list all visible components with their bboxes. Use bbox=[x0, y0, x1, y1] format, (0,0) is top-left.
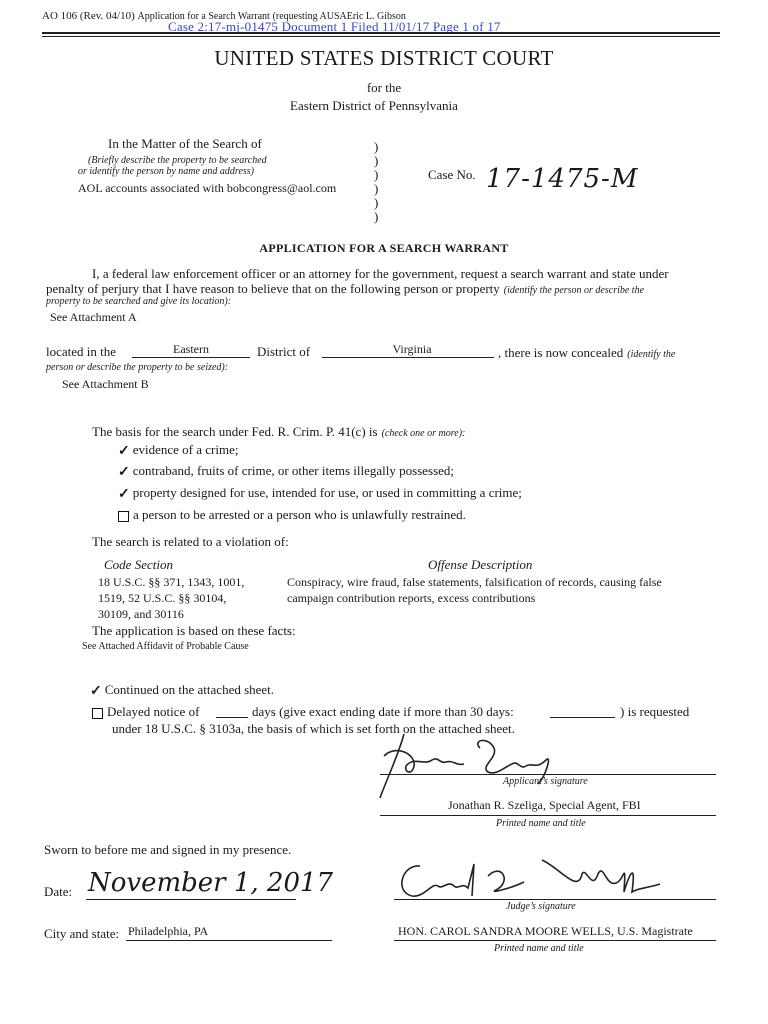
offense-description-value bbox=[287, 574, 662, 606]
checked-box-icon[interactable]: ✓ bbox=[90, 683, 102, 699]
requesting-label: (requesting AUSA bbox=[272, 11, 347, 22]
judge-signature-line bbox=[394, 899, 716, 900]
matter-instruction-1: (Briefly describe the property to be searched bbox=[88, 155, 267, 166]
offense-line: campaign contribution reports, excess contributions bbox=[287, 591, 536, 605]
matter-brackets: ) ) ) ) ) ) bbox=[374, 139, 379, 224]
basis-intro bbox=[92, 423, 465, 441]
case-label: Case No. bbox=[428, 167, 476, 182]
continued-option[interactable] bbox=[90, 682, 274, 700]
basis-intro-text: The basis for the search under Fed. R. Crim. P. 41(c) is bbox=[92, 424, 378, 439]
attachment-a: See Attachment A bbox=[50, 310, 137, 324]
basis-item-person[interactable] bbox=[118, 507, 466, 523]
facts-detail: See Attached Affidavit of Probable Cause bbox=[82, 641, 249, 652]
judge-printed-label: Printed name and title bbox=[494, 943, 584, 954]
district-1-value: Eastern bbox=[173, 342, 209, 356]
delayed-line-2: under 18 U.S.C. § 3103a, the basis of which is set forth on the attached sheet. bbox=[112, 721, 515, 736]
court-name: UNITED STATES DISTRICT COURT bbox=[214, 46, 554, 70]
concealed-text bbox=[498, 344, 675, 362]
case-number: 17-1475-M bbox=[486, 164, 639, 194]
district-2-value: Virginia bbox=[392, 342, 432, 356]
attachment-b: See Attachment B bbox=[62, 377, 149, 391]
city-value: Philadelphia, PA bbox=[128, 924, 209, 938]
continued-label: Continued on the attached sheet. bbox=[104, 682, 275, 697]
header-rule bbox=[42, 32, 720, 34]
basis-item-label: property designed for use, intended for use, or used in committing a crime; bbox=[132, 485, 522, 500]
city-line bbox=[126, 940, 332, 941]
violation-intro: The search is related to a violation of: bbox=[92, 534, 289, 549]
date-value: November 1, 2017 bbox=[88, 868, 334, 898]
district-1-line bbox=[132, 357, 250, 358]
intro-line-2-text: penalty of perjury that I have reason to believe that on the following person or property bbox=[46, 281, 500, 296]
delayed-label-2: days (give exact ending date if more than 30 days: bbox=[252, 704, 514, 719]
applicant-printed-name: Jonathan R. Szeliga, Special Agent, FBI bbox=[448, 798, 641, 812]
date-label: Date: bbox=[44, 884, 73, 899]
identify-label: (identify the bbox=[627, 349, 676, 360]
matter-subject: AOL accounts associated with bobcongress@aol.com bbox=[78, 181, 337, 195]
delayed-date-line bbox=[550, 717, 615, 718]
basis-item-property[interactable] bbox=[118, 485, 522, 503]
intro-line-1: I, a federal law enforcement officer or an attorney for the government, request a search warrant and state under bbox=[92, 266, 669, 281]
application-title: APPLICATION FOR A SEARCH WARRANT bbox=[259, 241, 509, 255]
code-section-header: Code Section bbox=[104, 557, 173, 572]
checked-box-icon[interactable]: ✓ bbox=[118, 443, 130, 459]
location-line-2: person or describe the property to be seized): bbox=[46, 362, 229, 373]
court-district: Eastern District of Pennsylvania bbox=[290, 98, 458, 113]
city-label: City and state: bbox=[44, 926, 120, 941]
basis-item-label: evidence of a crime; bbox=[132, 442, 239, 457]
intro-line-3: property to be searched and give its location): bbox=[46, 296, 232, 307]
header-rule-thin bbox=[42, 36, 720, 37]
matter-instruction-2: or identify the person by name and address) bbox=[78, 166, 254, 177]
code-line: 30109, and 30116 bbox=[98, 607, 184, 621]
code-line: 18 U.S.C. §§ 371, 1343, 1001, bbox=[98, 575, 245, 589]
delayed-label-1: Delayed notice of bbox=[107, 704, 200, 719]
judge-signature bbox=[392, 852, 692, 902]
empty-checkbox-icon[interactable] bbox=[92, 708, 103, 719]
code-section-value bbox=[98, 574, 244, 622]
judge-signature-label: Judge’s signature bbox=[506, 901, 576, 912]
applicant-signature bbox=[376, 726, 576, 806]
matter-heading: In the Matter of the Search of bbox=[108, 136, 262, 151]
concealed-label: , there is now concealed bbox=[498, 345, 624, 360]
delayed-days-line bbox=[216, 717, 248, 718]
basis-item-label: contraband, fruits of crime, or other items illegally possessed; bbox=[132, 463, 455, 478]
checked-box-icon[interactable]: ✓ bbox=[118, 464, 130, 480]
applicant-printed-label: Printed name and title bbox=[496, 818, 586, 829]
form-title: Application for a Search Warrant bbox=[137, 11, 270, 22]
ausa-name: Eric L. Gibson bbox=[346, 11, 406, 22]
delayed-label-3: ) is requested bbox=[620, 704, 690, 719]
sworn-statement: Sworn to before me and signed in my presence. bbox=[44, 842, 292, 857]
basis-item-label: a person to be arrested or a person who is unlawfully restrained. bbox=[133, 507, 466, 522]
code-line: 1519, 52 U.S.C. §§ 30104, bbox=[98, 591, 227, 605]
delayed-notice-option[interactable] bbox=[92, 704, 199, 720]
checked-box-icon[interactable]: ✓ bbox=[118, 486, 130, 502]
offense-line: Conspiracy, wire fraud, false statements, falsification of records, causing false bbox=[287, 575, 662, 589]
basis-item-contraband[interactable] bbox=[118, 463, 454, 481]
intro-line-2-instruction: (identify the person or describe the bbox=[503, 285, 645, 296]
applicant-signature-label: Applicant’s signature bbox=[503, 776, 588, 787]
district-of-label: District of bbox=[257, 344, 311, 359]
offense-description-header: Offense Description bbox=[428, 557, 533, 572]
filing-stamp: Case 2:17-mj-01475 Document 1 Filed 11/01/17 Page 1 of 17 bbox=[168, 19, 501, 34]
basis-check-note: (check one or more): bbox=[381, 428, 466, 439]
judge-printed-line bbox=[394, 940, 716, 941]
applicant-signature-line bbox=[380, 774, 716, 775]
located-in-label: located in the bbox=[46, 344, 117, 359]
basis-item-evidence[interactable] bbox=[118, 442, 238, 460]
judge-printed-name: HON. CAROL SANDRA MOORE WELLS, U.S. Magistrate bbox=[398, 924, 693, 938]
form-id: AO 106 (Rev. 04/10) bbox=[42, 10, 135, 22]
date-line bbox=[86, 899, 296, 900]
empty-checkbox-icon[interactable] bbox=[118, 511, 129, 522]
for-the: for the bbox=[366, 80, 402, 95]
district-2-line bbox=[322, 357, 494, 358]
facts-intro: The application is based on these facts: bbox=[92, 623, 296, 638]
applicant-printed-line bbox=[380, 815, 716, 816]
